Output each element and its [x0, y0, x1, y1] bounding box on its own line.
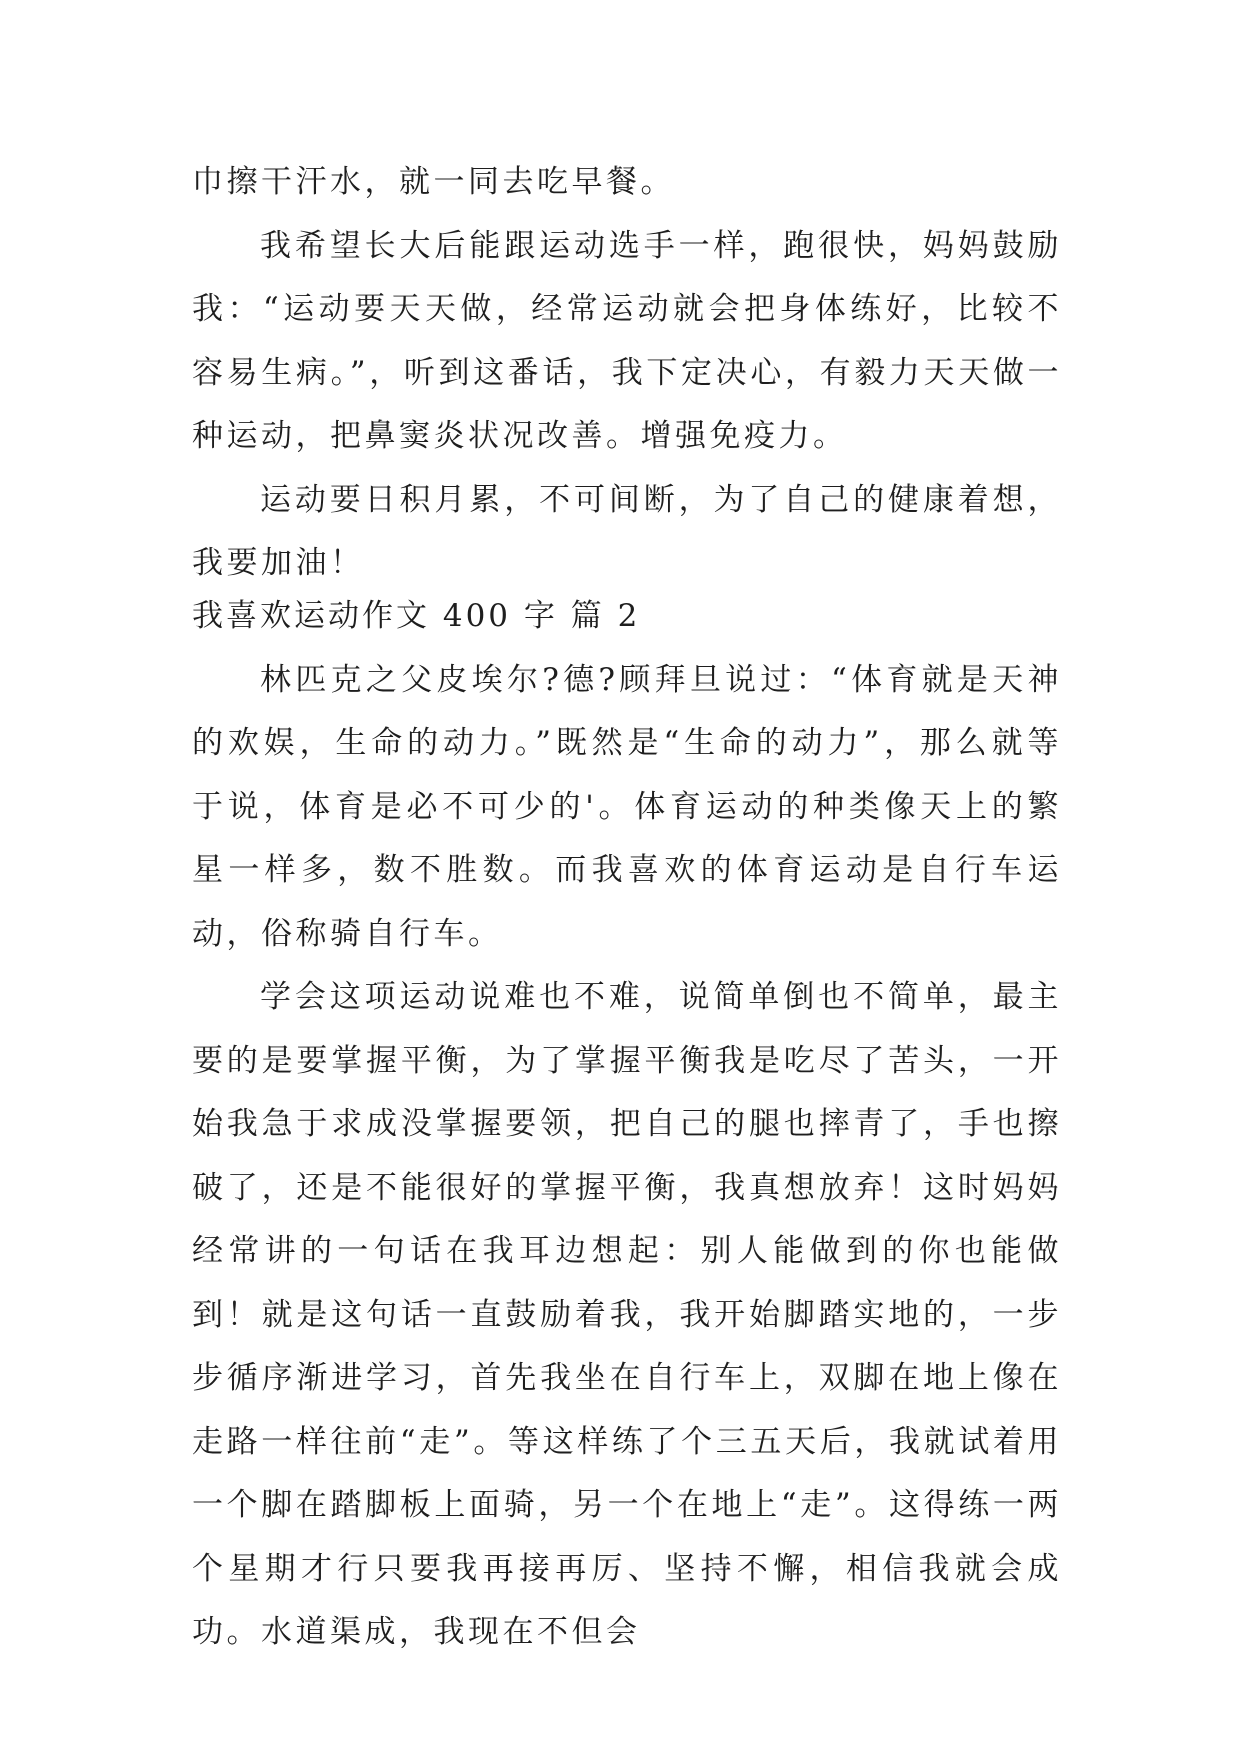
paragraph: 学会这项运动说难也不难，说简单倒也不简单，最主要的是要掌握平衡，为了掌握平衡我是吃尽了苦头，一开始我急于求成没掌握要领，把自己的腿也摔青了，手也擦破了，还是不能很好的掌握平衡，我真想放弃！这时妈妈经常讲的一句话在我耳边想起：别人能做到的你也能做到！就是这句话一直鼓励着我，我开始脚踏实地的，一步步循序渐进学习，首先我坐在自行车上，双脚在地上像在走路一样往前“走”。等这样练了个三五天后，我就试着用一个脚在踏脚板上面骑，另一个在地上“走”。这得练一两个星期才行只要我再接再厉、坚持不懈，相信我就会成功。水道渠成，我现在不但会 [192, 979, 1062, 1650]
paragraph: 运动要日积月累，不可间断，为了自己的健康着想，我要加油！ [192, 481, 1062, 581]
paragraph-continuation: 巾擦干汗水，就一同去吃早餐。 [192, 164, 675, 200]
essay-heading: 我喜欢运动作文 400 字 篇 2 [192, 598, 641, 634]
paragraph: 林匹克之父皮埃尔?德?顾拜旦说过：“体育就是天神的欢娱，生命的动力。”既然是“生命的动力”，那么就等于说，体育是必不可少的'。体育运动的种类像天上的繁星一样多，数不胜数。而我喜欢的体育运动是自行车运动，俗称骑自行车。 [192, 661, 1062, 952]
essay-section-2 [192, 585, 1062, 1665]
paragraph: 我希望长大后能跟运动选手一样，跑很快，妈妈鼓励我：“运动要天天做，经常运动就会把身体练好，比较不容易生病。”，听到这番话，我下定决心，有毅力天天做一种运动，把鼻窦炎状况改善。增强免疫力。 [192, 227, 1062, 454]
essay-section-1 [192, 151, 1062, 596]
